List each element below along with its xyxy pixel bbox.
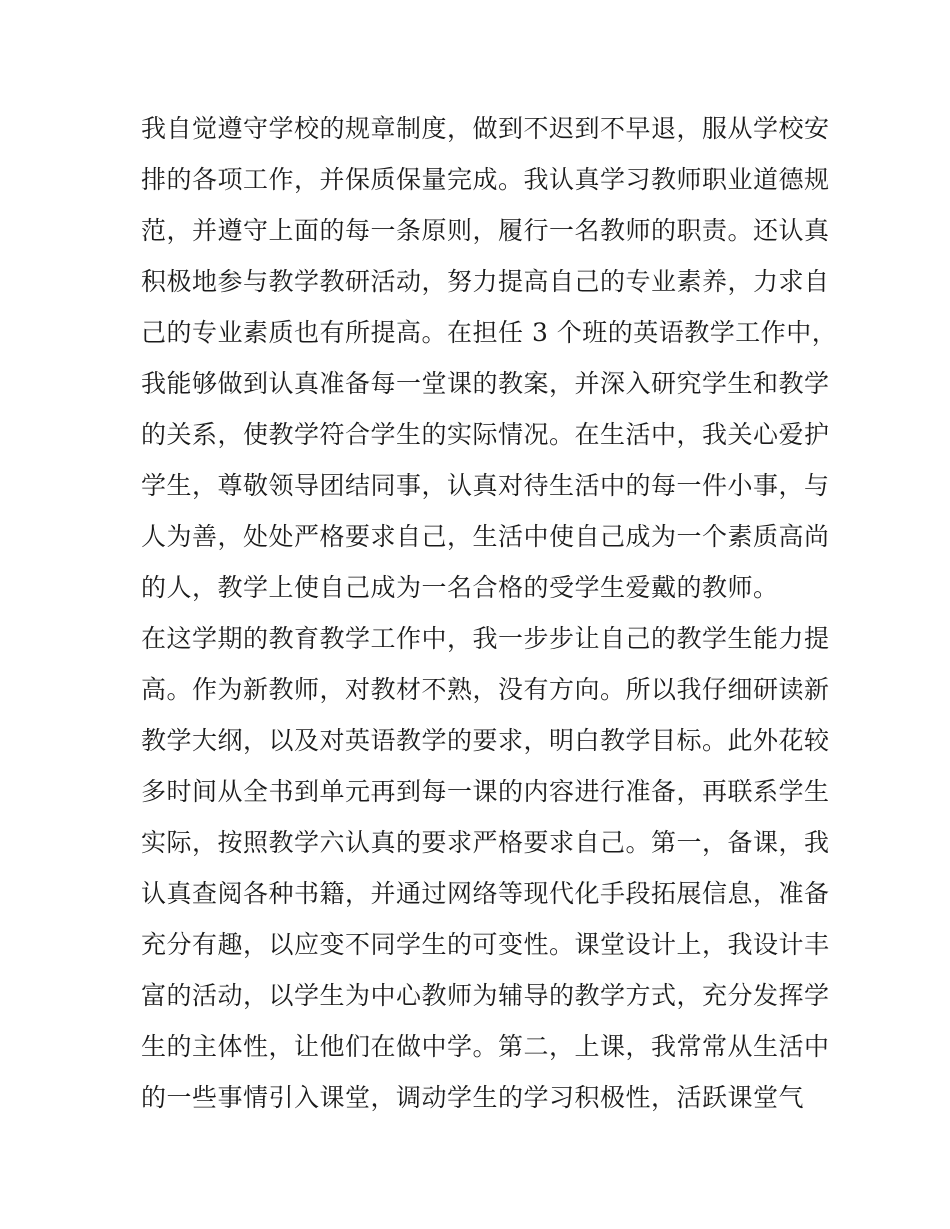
- text-line: 在这学期的教育教学工作中，我一步步让自己的教学生能力提: [141, 624, 830, 653]
- text-line: 的一些事情引入课堂，调动学生的学习积极性，活跃课堂气: [141, 1083, 805, 1112]
- text-line: 己的专业素质也有所提高。在担任 3 个班的英语教学工作中，: [141, 318, 838, 347]
- text-line: 教学大纲，以及对英语教学的要求，明白教学目标。此外花较: [141, 726, 830, 755]
- text-line: 我能够做到认真准备每一堂课的教案，并深入研究学生和教学: [141, 369, 830, 398]
- text-line: 范，并遵守上面的每一条原则，履行一名教师的职责。还认真: [141, 216, 830, 245]
- text-line: 高。作为新教师，对教材不熟，没有方向。所以我仔细研读新: [141, 675, 830, 704]
- text-line: 认真查阅各种书籍，并通过网络等现代化手段拓展信息，准备: [141, 879, 830, 908]
- text-line: 的关系，使教学符合学生的实际情况。在生活中，我关心爱护: [141, 420, 830, 449]
- body-text: [141, 103, 838, 1123]
- text-line: 积极地参与教学教研活动，努力提高自己的专业素养，力求自: [141, 267, 830, 296]
- text-line: 实际，按照教学六认真的要求严格要求自己。第一，备课，我: [141, 828, 830, 857]
- text-line: 排的各项工作，并保质保量完成。我认真学习教师职业道德规: [141, 165, 830, 194]
- text-line: 学生，尊敬领导团结同事，认真对待生活中的每一件小事，与: [141, 471, 830, 500]
- text-line: 的人，教学上使自己成为一名合格的受学生爱戴的教师。: [141, 573, 779, 602]
- text-line: 富的活动，以学生为中心教师为辅导的教学方式，充分发挥学: [141, 981, 830, 1010]
- text-line: 我自觉遵守学校的规章制度，做到不迟到不早退，服从学校安: [141, 114, 830, 143]
- text-line: 多时间从全书到单元再到每一课的内容进行准备，再联系学生: [141, 777, 830, 806]
- text-line: 充分有趣，以应变不同学生的可变性。课堂设计上，我设计丰: [141, 930, 830, 959]
- text-line: 生的主体性，让他们在做中学。第二，上课，我常常从生活中: [141, 1032, 830, 1061]
- text-line: 人为善，处处严格要求自己，生活中使自己成为一个素质高尚: [141, 522, 830, 551]
